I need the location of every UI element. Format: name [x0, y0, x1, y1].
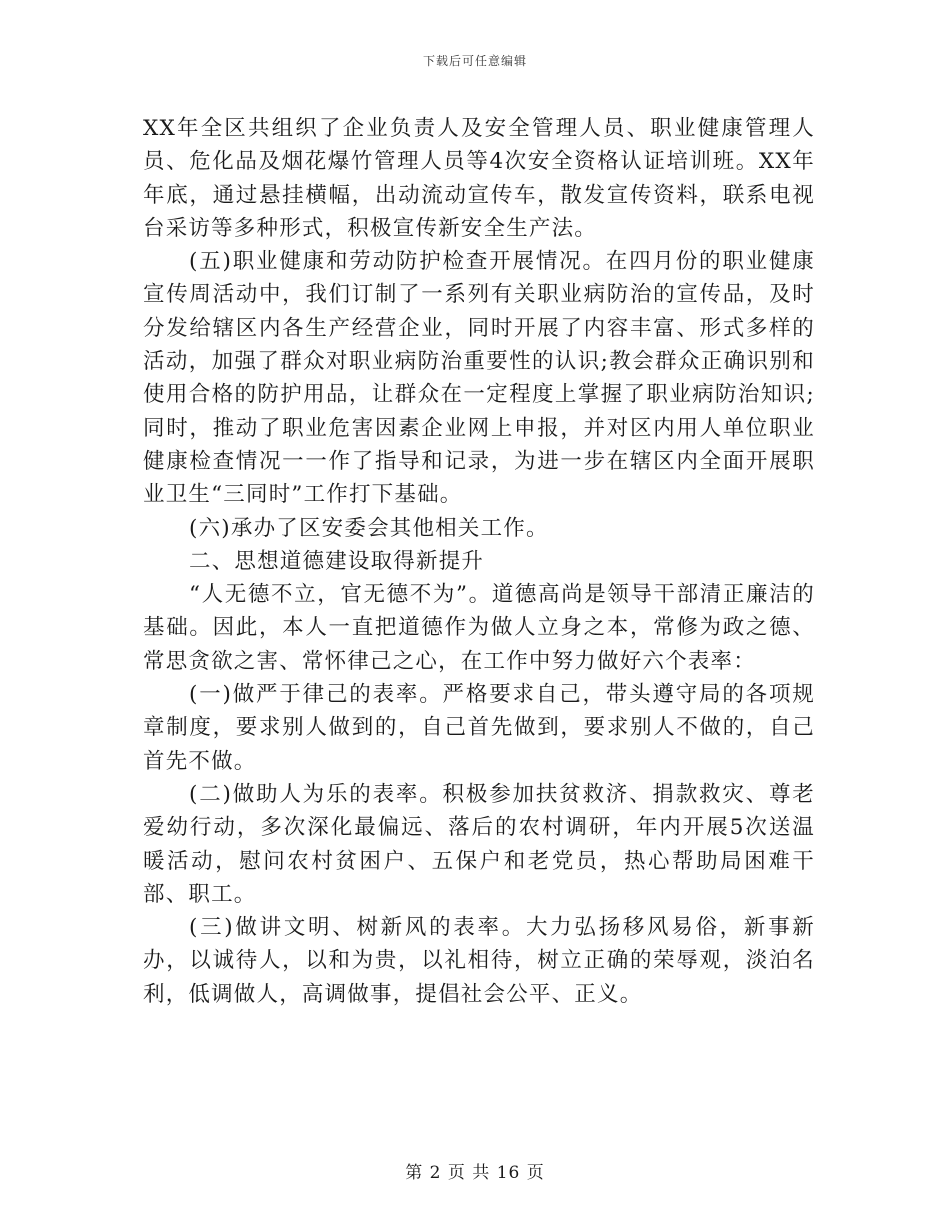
- document-body: [143, 112, 815, 1011]
- paragraph-5: “人无德不立，官无德不为”。道德高尚是领导干部清正廉洁的基础。因此，本人一直把道德作为做人立身之本，常修为政之德、常思贪欲之害、常怀律己之心，在工作中努力做好六个表率：: [143, 582, 815, 674]
- page-header: 下载后可任意编辑: [422, 54, 527, 68]
- page-footer: 第 2 页 共 16 页: [405, 1163, 545, 1183]
- paragraph-1: XX年全区共组织了企业负责人及安全管理人员、职业健康管理人员、危化品及烟花爆竹管理人员等4次安全资格认证培训班。XX年年底，通过悬挂横幅，出动流动宣传车，散发宣传资料，联系电视台采访等多种形式，积极宣传新安全生产法。: [143, 116, 815, 241]
- paragraph-7: (二)做助人为乐的表率。积极参加扶贫救济、捐款救灾、尊老爱幼行动，多次深化最偏远、落后的农村调研，年内开展5次送温暖活动，慰问农村贫困户、五保户和老党员，热心帮助局困难干部、职工。: [143, 781, 815, 907]
- paragraph-8: (三)做讲文明、树新风的表率。大力弘扬移风易俗，新事新办，以诚待人，以和为贵，以礼相待，树立正确的荣辱观，淡泊名利，低调做人，高调做事，提倡社会公平、正义。: [143, 915, 815, 1007]
- section-heading: 二、思想道德建设取得新提升: [189, 548, 485, 574]
- paragraph-6: (一)做严于律己的表率。严格要求自己，带头遵守局的各项规章制度，要求别人做到的，自己首先做到，要求别人不做的，自己首先不做。: [143, 682, 815, 774]
- paragraph-2: (五)职业健康和劳动防护检查开展情况。在四月份的职业健康宣传周活动中，我们订制了一系列有关职业病防治的宣传品，及时分发给辖区内各生产经营企业，同时开展了内容丰富、形式多样的活动，加强了群众对职业病防治重要性的认识;教会群众正确识别和使用合格的防护用品，让群众在一定程度上掌握了职业病防治知识;同时，推动了职业危害因素企业网上申报，并对区内用人单位职业健康检查情况一一作了指导和记录，为进一步在辖区内全面开展职业卫生“三同时”工作打下基础。: [143, 249, 815, 508]
- paragraph-3: (六)承办了区安委会其他相关工作。: [189, 515, 549, 541]
